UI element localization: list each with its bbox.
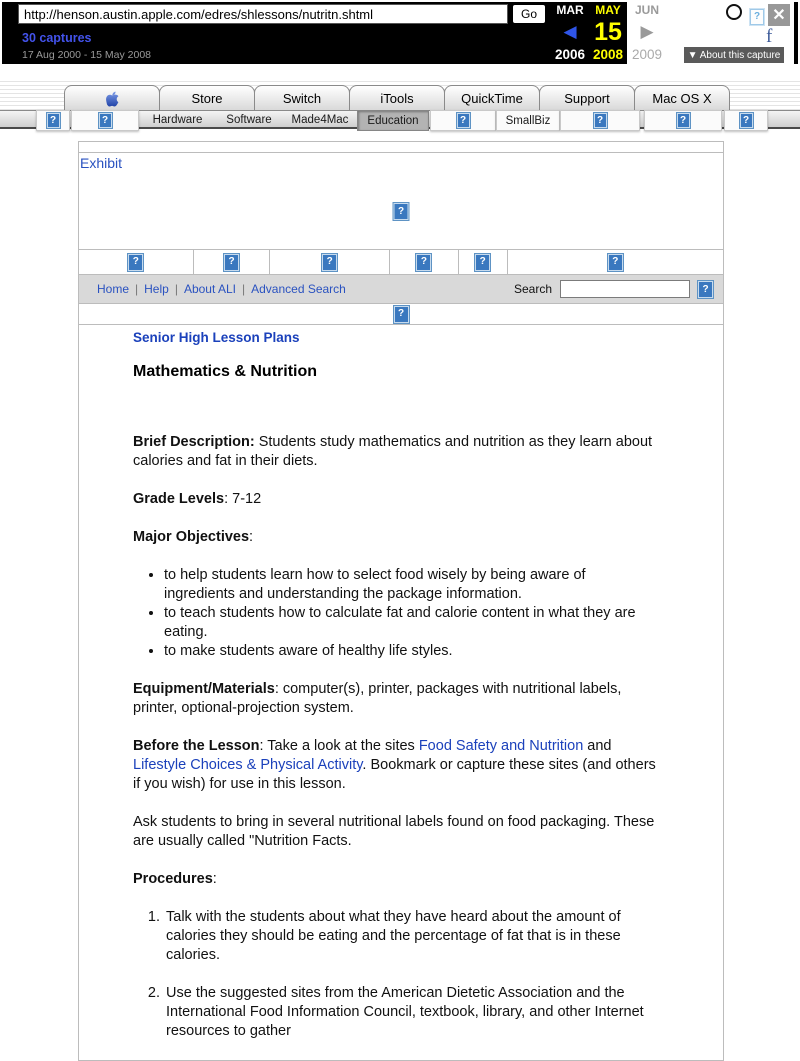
about-ali-link[interactable]: About ALI [183, 282, 236, 296]
search-input[interactable] [560, 280, 690, 298]
search-submit-button[interactable] [698, 280, 713, 299]
page-title: Mathematics & Nutrition [133, 363, 318, 380]
broken-image-icon: ? [416, 254, 431, 271]
broken-image-icon: ? [475, 254, 490, 271]
list-item: 1. Talk with the students about what they have heard about the amount of calories they should be eating and the percentage of fat that is in these calories. [164, 908, 659, 965]
lifestyle-choices-link[interactable]: Lifestyle Choices & Physical Activity [133, 757, 363, 773]
current-month-label: MAY [590, 2, 626, 18]
close-toolbar-button[interactable]: ✕ [768, 4, 790, 26]
capture-day: 15 [590, 18, 626, 46]
tab-store[interactable]: Store [159, 85, 255, 110]
utility-bar [79, 275, 723, 304]
ask-students-paragraph: Ask students to bring in several nutritional labels found on food packaging. These are usually called "Nutrition Facts. [133, 814, 655, 849]
major-objectives-label: Major Objectives [133, 529, 250, 545]
subnav-broken-item[interactable] [430, 110, 496, 131]
breadcrumb [133, 328, 659, 348]
prev-capture-arrow-icon[interactable]: ◀ [563, 22, 577, 41]
apple-logo-icon [104, 88, 121, 108]
exhibit-row [79, 153, 723, 250]
next-year-label[interactable]: 2009 [631, 46, 663, 62]
tab-support[interactable]: Support [539, 85, 635, 110]
separator: | [174, 282, 178, 296]
subnav-item-software[interactable]: Software [226, 113, 272, 126]
capture-date-range: 17 Aug 2000 - 15 May 2008 [22, 49, 152, 61]
list-item: • to help students learn how to select food wisely by being aware of ingredients and understanding the package information. [164, 566, 659, 604]
content-area [79, 325, 723, 1041]
advanced-search-link[interactable]: Advanced Search [251, 282, 346, 296]
before-lesson-text: . Bookmark or capture these sites (and others if you wish) for use in this lesson. [133, 757, 656, 792]
food-safety-nutrition-link[interactable]: Food Safety and Nutrition [418, 738, 584, 754]
nav-icon-row [79, 250, 723, 275]
screenshot-circle-icon[interactable] [726, 4, 742, 20]
prev-year-label[interactable]: 2006 [554, 46, 586, 62]
captures-link[interactable]: 30 captures [22, 31, 92, 45]
separator: | [135, 282, 139, 296]
list-item: 2. Use the suggested sites from the American Dietetic Association and the International Food Information Council, textbook, library, and other Internet resources to gather [164, 984, 659, 1041]
apple-tab-bar [0, 78, 800, 110]
nav-broken-link[interactable] [79, 250, 194, 274]
help-link[interactable]: Help [144, 282, 169, 296]
procedures-heading [133, 870, 659, 889]
tab-apple-home[interactable] [64, 85, 160, 110]
separator: | [242, 282, 246, 296]
objectives-list [133, 566, 659, 661]
broken-image-icon: ? [47, 113, 60, 128]
spacer-row [79, 142, 723, 153]
subnav-broken-item[interactable] [71, 110, 139, 131]
brief-description-paragraph [133, 433, 659, 471]
broken-image-icon: ? [608, 254, 623, 271]
brief-description-text: Students study mathematics and nutrition as they learn about calories and fat in their diets. [133, 434, 653, 469]
nav-broken-link[interactable] [270, 250, 390, 274]
facebook-share-icon[interactable]: f [766, 26, 773, 47]
subnav-broken-item[interactable] [36, 110, 70, 131]
broken-image-icon: ? [394, 306, 409, 323]
grade-levels-label: Grade Levels [133, 491, 225, 507]
subnav-item-made4mac[interactable]: Made4Mac [291, 113, 349, 126]
utility-links [97, 282, 346, 296]
before-lesson-label: Before the Lesson [133, 738, 260, 754]
current-year-label: 2008 [590, 46, 626, 62]
banner-row [79, 304, 723, 325]
major-objectives-heading [133, 528, 659, 547]
brief-description-label: Brief Description: [133, 434, 255, 450]
page-table [78, 141, 724, 1061]
equipment-paragraph [133, 680, 659, 718]
tab-itools[interactable]: iTools [349, 85, 445, 110]
procedures-list [133, 908, 659, 1041]
nav-broken-link[interactable] [459, 250, 508, 274]
wayback-toolbar [0, 0, 800, 66]
next-capture-arrow-icon[interactable]: ▶ [640, 22, 654, 41]
procedures-label: Procedures [133, 871, 213, 887]
before-lesson-text: and [583, 738, 612, 754]
nav-broken-link[interactable] [508, 250, 723, 274]
equipment-text: : computer(s), printer, packages with nutritional labels, printer, optional-projection system. [133, 681, 622, 716]
apple-nav-area [0, 78, 800, 129]
next-month-label: JUN [634, 3, 659, 17]
about-this-capture-button[interactable]: ▼ About this capture [684, 47, 784, 63]
colon: : [249, 529, 254, 545]
home-link[interactable]: Home [97, 282, 130, 296]
search-label: Search [513, 282, 552, 296]
before-lesson-paragraph [133, 737, 659, 794]
nav-broken-link[interactable] [390, 250, 459, 274]
prev-month-label: MAR [556, 3, 584, 17]
equipment-label: Equipment/Materials [133, 681, 275, 697]
list-item: • to teach students how to calculate fat and calorie content in what they are eating. [164, 604, 659, 642]
broken-image-icon: ? [677, 113, 690, 128]
broken-image-icon: ? [740, 113, 753, 128]
subnav-item-smallbiz-label: SmallBiz [505, 114, 551, 127]
nav-broken-link[interactable] [194, 250, 271, 274]
senior-high-lesson-plans-link[interactable]: Senior High Lesson Plans [133, 330, 300, 345]
broken-image-icon: ? [99, 113, 112, 128]
broken-image-icon: ? [394, 203, 409, 220]
broken-image-icon: ? [128, 254, 143, 271]
broken-image-icon: ? [322, 254, 337, 271]
broken-image-icon: ? [750, 9, 764, 25]
go-button[interactable]: Go [512, 4, 546, 24]
subnav-item-education-label: Education [367, 114, 419, 127]
search-group [514, 280, 713, 299]
grade-levels-value: : 7-12 [224, 491, 262, 507]
subnav-item-hardware[interactable]: Hardware [152, 113, 203, 126]
broken-image-icon: ? [224, 254, 239, 271]
url-input[interactable] [18, 4, 508, 24]
apple-subnav-bar [0, 110, 800, 129]
tab-macosx[interactable]: Mac OS X [634, 85, 730, 110]
subnav-broken-item[interactable] [724, 110, 768, 131]
subnav-item-education[interactable] [357, 110, 429, 131]
broken-image-icon: ? [698, 281, 713, 298]
subnav-broken-item[interactable] [644, 110, 722, 131]
tab-switch[interactable]: Switch [254, 85, 350, 110]
list-item: • to make students aware of healthy life styles. [164, 642, 659, 661]
capture-date-nav [550, 2, 668, 62]
subnav-broken-item[interactable] [560, 110, 640, 131]
exhibit-link[interactable]: Exhibit [80, 155, 123, 171]
colon: : [212, 871, 217, 887]
broken-image-icon: ? [457, 113, 470, 128]
before-lesson-text: : Take a look at the sites [259, 738, 419, 754]
broken-image-icon: ? [594, 113, 607, 128]
tab-quicktime[interactable]: QuickTime [444, 85, 540, 110]
subnav-item-smallbiz[interactable] [496, 110, 560, 131]
grade-levels-paragraph [133, 490, 659, 509]
